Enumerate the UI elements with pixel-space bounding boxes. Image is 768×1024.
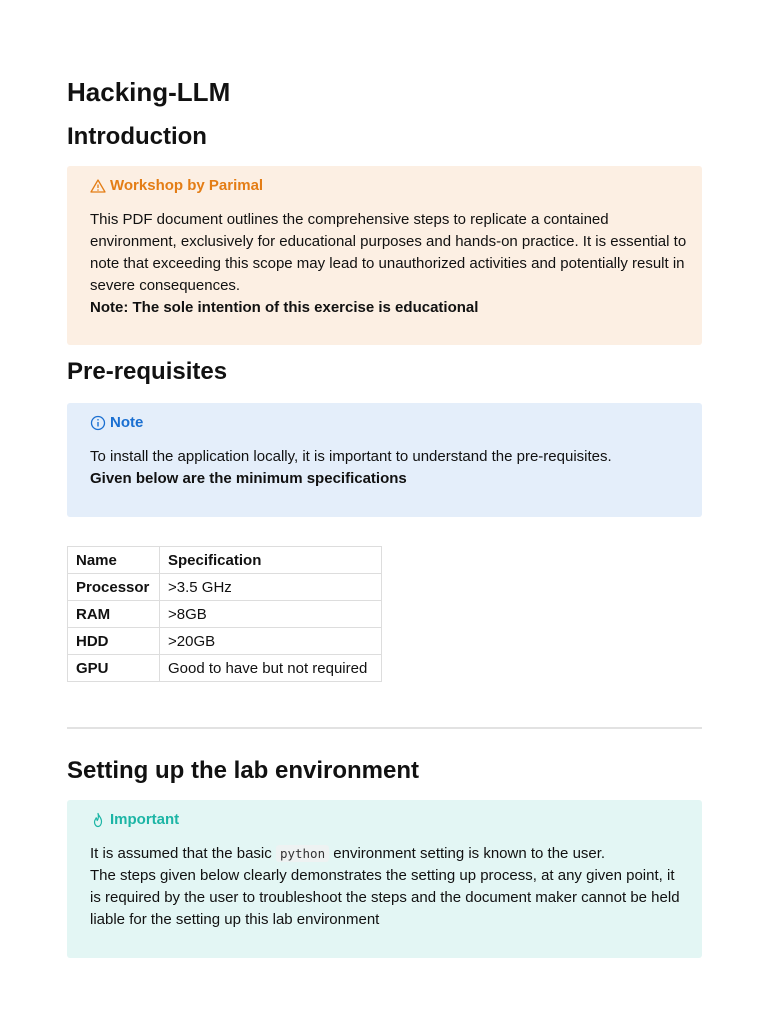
- note-callout-title-text: Note: [110, 414, 144, 431]
- flame-icon: [90, 812, 106, 828]
- warning-callout-title-text: Workshop by Parimal: [110, 177, 264, 194]
- table-cell-name: GPU: [68, 655, 160, 682]
- warning-callout-title: [90, 175, 263, 197]
- important-callout: [67, 800, 702, 958]
- table-cell-spec: >8GB: [160, 601, 382, 628]
- warning-callout-note: Note: The sole intention of this exercise is educational: [90, 299, 479, 316]
- important-line1-after: environment setting is known to the user.: [333, 845, 606, 862]
- important-line1-before: It is assumed that the basic: [90, 845, 272, 862]
- table-header-name: Name: [68, 547, 160, 574]
- note-callout-body: To install the application locally, it is important to understand the pre-requisites.: [90, 448, 612, 465]
- important-callout-title: [90, 809, 179, 831]
- table-row: [68, 601, 382, 628]
- warning-callout-body: This PDF document outlines the comprehensive steps to replicate a contained environment, exclusively for educational purposes and hands-on practice. It is essential to note that exceeding this scope may lead to unauthorized activities and potentially result in severe consequences.: [90, 211, 687, 294]
- note-callout-emphasis: Given below are the minimum specifications: [90, 470, 407, 487]
- important-callout-body: The steps given below clearly demonstrates the setting up process, at any given point, it is required by the user to troubleshoot the steps and the document maker cannot be held liable for the setting up this lab environment: [90, 867, 680, 928]
- table-header-specification: Specification: [160, 547, 382, 574]
- table-cell-name: Processor: [68, 574, 160, 601]
- info-circle-icon: [90, 415, 106, 431]
- section-divider: [67, 727, 702, 729]
- table-cell-spec: >3.5 GHz: [160, 574, 382, 601]
- important-callout-title-text: Important: [110, 811, 180, 828]
- section-heading-setup: Setting up the lab environment: [67, 757, 420, 784]
- table-row: [68, 574, 382, 601]
- note-callout: [67, 403, 702, 517]
- warning-callout: [67, 166, 702, 345]
- section-heading-prerequisites: Pre-requisites: [67, 358, 228, 385]
- table-row: [68, 655, 382, 682]
- table-row: [68, 628, 382, 655]
- table-header-row: [68, 547, 382, 574]
- spec-table: [67, 546, 382, 682]
- important-callout-line1: [90, 843, 688, 865]
- inline-code-python: python: [276, 845, 329, 862]
- table-cell-spec: Good to have but not required: [160, 655, 382, 682]
- document-title: Hacking-LLM: [67, 77, 231, 107]
- table-cell-spec: >20GB: [160, 628, 382, 655]
- warning-triangle-icon: [90, 178, 106, 194]
- section-heading-introduction: Introduction: [67, 123, 207, 150]
- note-callout-title: [90, 412, 143, 434]
- table-cell-name: HDD: [68, 628, 160, 655]
- table-cell-name: RAM: [68, 601, 160, 628]
